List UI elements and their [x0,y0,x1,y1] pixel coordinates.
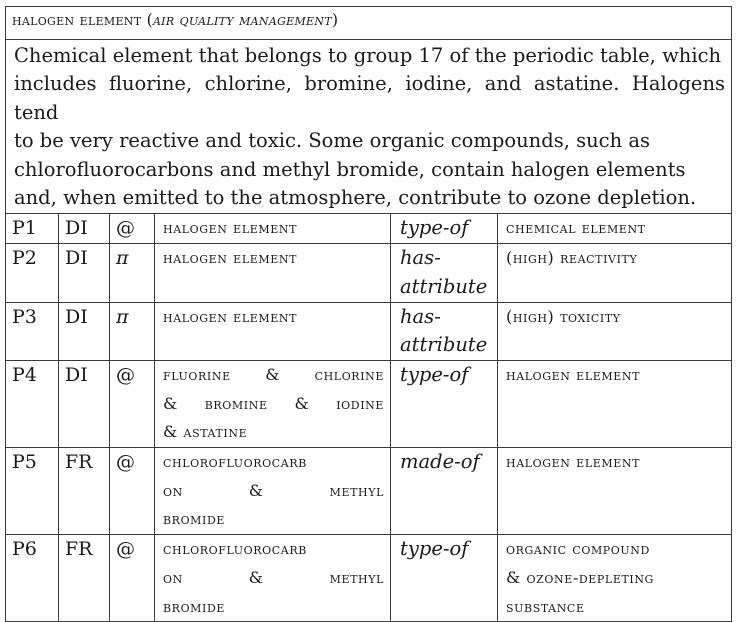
source-code: DI [59,244,110,302]
relation-line: has- [400,246,441,270]
source-code: FR [59,448,110,535]
term-entry-table [5,6,732,622]
object-cell [498,244,732,302]
object-line: halogen element [506,452,641,472]
relation-symbol: @ [110,360,155,447]
proposition-id: P2 [6,244,59,302]
relation-line: type-of [400,362,469,386]
subject-line: chlorofluorocarb [163,452,307,472]
relation-line: attribute [400,274,488,298]
table-row [6,448,732,535]
subject-line: chlorofluorocarb [163,539,307,559]
subject-line: & astatine [163,422,248,442]
source-code: DI [59,360,110,447]
subject-line: bromide [163,509,226,529]
subject-line: on & methyl [163,567,384,587]
subject-line: halogen element [163,218,298,238]
object-cell [498,360,732,447]
proposition-id: P4 [6,360,59,447]
subject-cell [155,535,391,622]
proposition-id: P6 [6,535,59,622]
definition-row [6,40,732,214]
object-cell [498,448,732,535]
table-row [6,535,732,622]
object-line: chemical element [506,218,646,238]
object-cell [498,535,732,622]
object-cell [498,302,732,360]
definition-line: includes fluorine, chlorine, bromine, iodine, and astatine. Halogens tend [14,72,726,124]
relation-line: type-of [400,537,469,561]
definition-line: and, when emitted to the atmosphere, contribute to ozone depletion. [14,186,697,210]
relation-cell [391,244,498,302]
definition-line: Chemical element that belongs to group 17 of the periodic table, which [14,44,722,67]
domain-label: air quality management [152,11,332,29]
object-line: substance [506,596,585,616]
subject-line: & bromine & iodine [163,393,384,413]
subject-line: halogen element [163,306,298,326]
object-cell [498,214,732,244]
object-line: (high) reactivity [506,248,638,268]
relation-symbol: @ [110,214,155,244]
relation-symbol: π [110,244,155,302]
relation-line: type-of [400,216,469,240]
subject-line: bromide [163,596,226,616]
relation-symbol: @ [110,448,155,535]
table-row [6,302,732,360]
table-row [6,214,732,244]
object-line: (high) toxicity [506,306,621,326]
relation-cell [391,535,498,622]
subject-line: on & methyl [163,480,384,500]
definition-line: chlorofluorocarbons and methyl bromide, contain halogen elements [14,157,686,181]
subject-cell [155,302,391,360]
table-row [6,360,732,447]
table-row [6,244,732,302]
subject-line: fluorine & chlorine [163,364,384,384]
source-code: DI [59,214,110,244]
relation-line: has- [400,304,441,328]
relation-cell [391,302,498,360]
subject-cell [155,360,391,447]
relation-cell [391,214,498,244]
proposition-id: P3 [6,302,59,360]
proposition-id: P1 [6,214,59,244]
definition-line: to be very reactive and toxic. Some organic compounds, such as [14,129,650,153]
object-line: & ozone-depleting [506,567,654,587]
entry-header: halogen element (air quality management) [6,7,732,40]
relation-symbol: π [110,302,155,360]
relation-line: made-of [400,450,480,474]
term-title: halogen element [12,11,142,29]
definition-text [6,40,732,214]
object-line: organic compound [506,539,650,559]
object-line: halogen element [506,364,641,384]
relation-cell [391,360,498,447]
proposition-id: P5 [6,448,59,535]
subject-cell [155,214,391,244]
relation-cell [391,448,498,535]
entry-header-row [6,7,732,40]
subject-line: halogen element [163,248,298,268]
relation-symbol: @ [110,535,155,622]
subject-cell [155,244,391,302]
source-code: DI [59,302,110,360]
source-code: FR [59,535,110,622]
subject-cell [155,448,391,535]
relation-line: attribute [400,333,488,357]
